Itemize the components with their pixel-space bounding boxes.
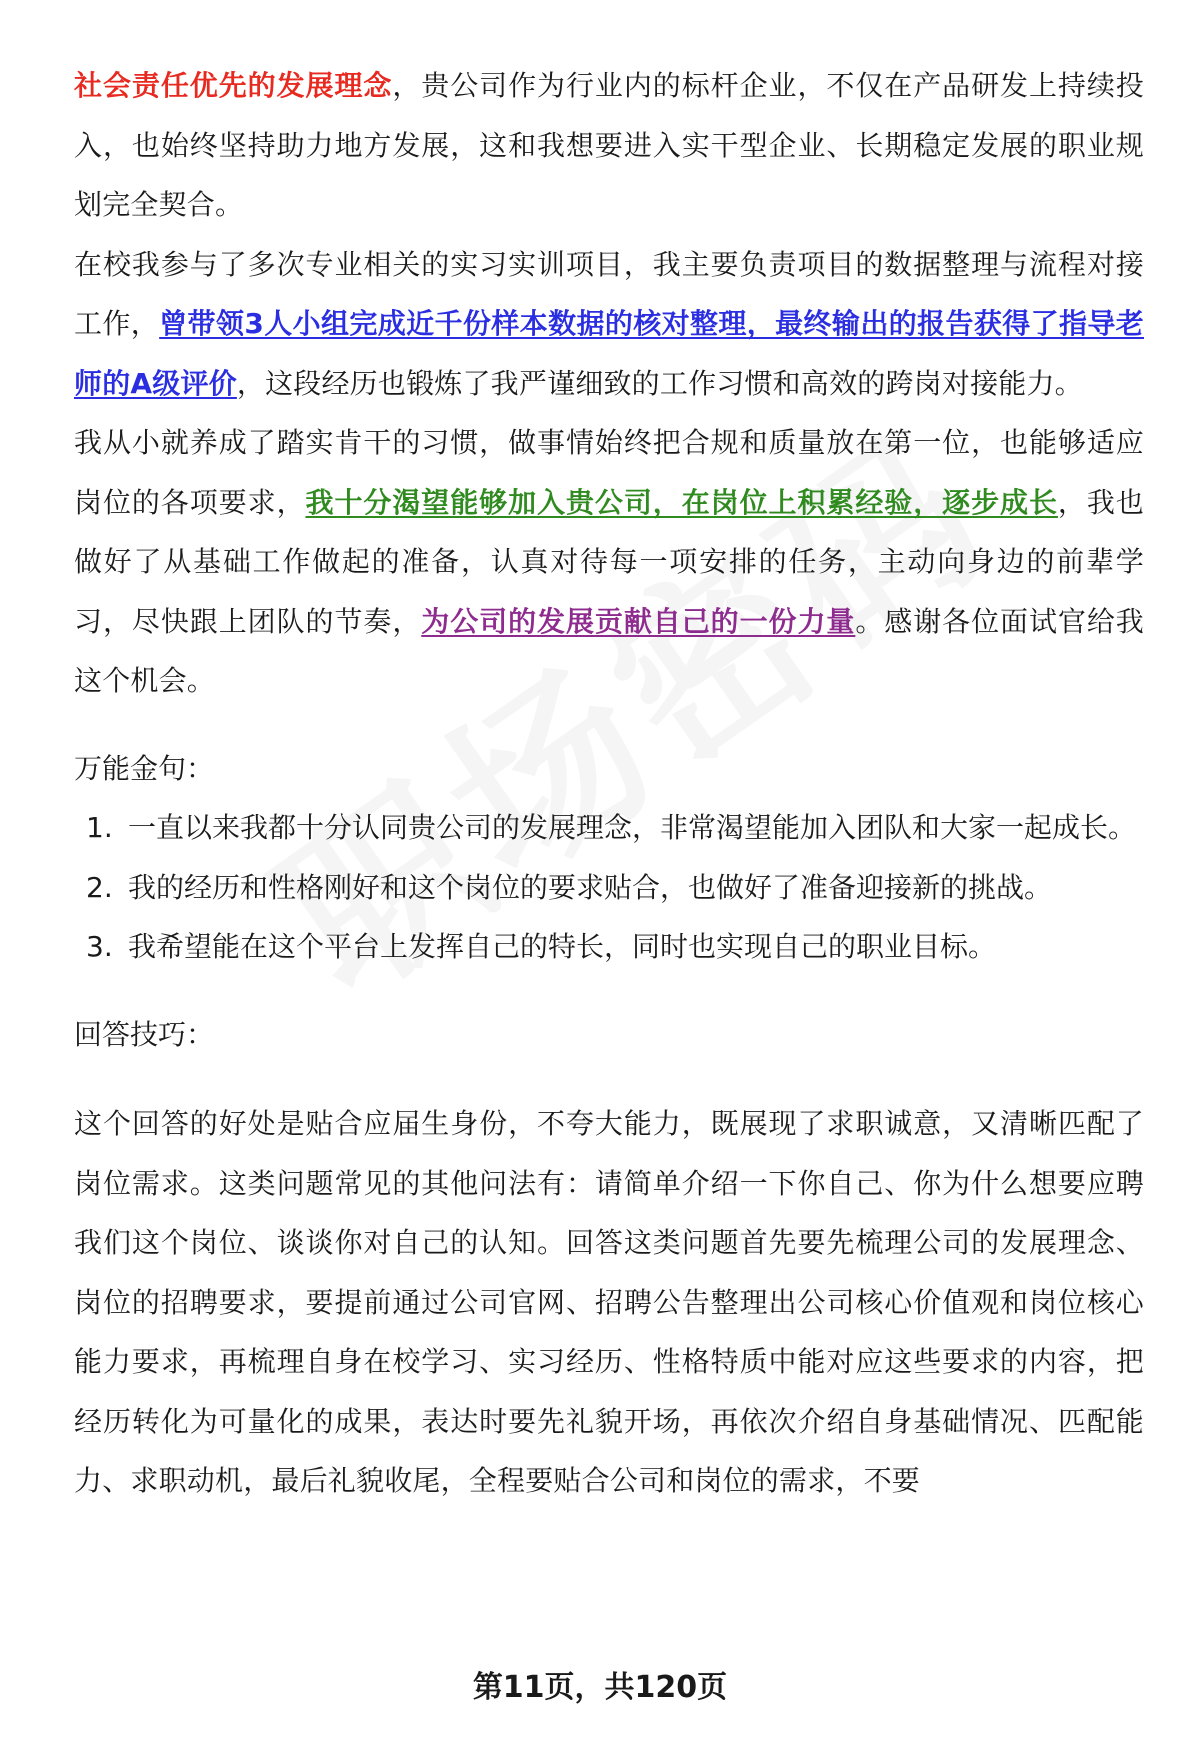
- list-item: [74, 798, 1144, 858]
- answer-tips-heading: 回答技巧：: [74, 1017, 215, 1051]
- paragraph-text: ，这段经历也锻炼了我严谨细致的工作习惯和高效的跨岗对接能力。: [236, 366, 1083, 400]
- document-page: [74, 56, 1144, 1511]
- intro-paragraphs: [74, 56, 1144, 711]
- list-number: 3.: [86, 930, 113, 963]
- list-text: 我希望能在这个平台上发挥自己的特长，同时也实现自己的职业目标。: [128, 930, 997, 963]
- list-text: 一直以来我都十分认同贵公司的发展理念，非常渴望能加入团队和大家一起成长。: [128, 811, 1137, 844]
- paragraph: [74, 56, 1144, 235]
- paragraph-text: ，贵公司作为行业内的标杆企业，不仅在产品研发上持续投入，也始终坚持助力地方发展，这和我想要进入实干型企业、长期稳定发展的职业规划完全契合。: [74, 69, 1144, 221]
- paragraph-text: 我从小就养成了踏实肯干的习惯，做事情始终把合规和质量放在第一位，也能够适应岗位的各项要求，: [74, 426, 1144, 519]
- highlight-red: 社会责任优先的发展理念: [74, 69, 393, 102]
- page-number: 第11页，共120页: [472, 1670, 728, 1705]
- highlight-blue: 曾带领3人小组完成近千份样本数据的核对整理，最终输出的报告获得了指导老师的A级评价: [74, 307, 1144, 400]
- answer-tips-body: 这个回答的好处是贴合应届生身份，不夸大能力，既展现了求职诚意，又清晰匹配了岗位需求。这类问题常见的其他问法有：请简单介绍一下你自己、你为什么想要应聘我们这个岗位、谈谈你对自己的认知。回答这类问题首先要先梳理公司的发展理念、岗位的招聘要求，要提前通过公司官网、招聘公告整理出公司核心价值观和岗位核心能力要求，再梳理自身在校学习、实习经历、性格特质中能对应这些要求的内容，把经历转化为可量化的成果，表达时要先礼貌开场，再依次介绍自身基础情况、匹配能力、求职动机，最后礼貌收尾，全程要贴合公司和岗位的需求，不要: [74, 1107, 1144, 1497]
- highlight-purple: 为公司的发展贡献自己的一份力量: [421, 604, 856, 638]
- golden-sentences-heading: 万能金句：: [74, 751, 215, 785]
- highlight-green: 我十分渴望能够加入贵公司，在岗位上积累经验，逐步成长: [305, 485, 1058, 519]
- list-number: 1.: [86, 811, 113, 844]
- list-item: [74, 917, 1144, 977]
- list-item: [74, 858, 1144, 918]
- golden-sentences-list: [74, 798, 1144, 977]
- paragraph: [74, 413, 1144, 711]
- paragraph-text: 在校我参与了多次专业相关的实习实训项目，我主要负责项目的数据整理与流程对接工作，: [74, 247, 1144, 340]
- paragraph: [74, 235, 1144, 414]
- paragraph-text: 。感谢各位面试官给我这个机会。: [74, 604, 1144, 697]
- list-number: 2.: [86, 870, 113, 904]
- list-text: 我的经历和性格刚好和这个岗位的要求贴合，也做好了准备迎接新的挑战。: [128, 870, 1053, 904]
- paragraph-text: ，我也做好了从基础工作做起的准备，认真对待每一项安排的任务，主动向身边的前辈学习，尽快跟上团队的节奏，: [74, 485, 1144, 638]
